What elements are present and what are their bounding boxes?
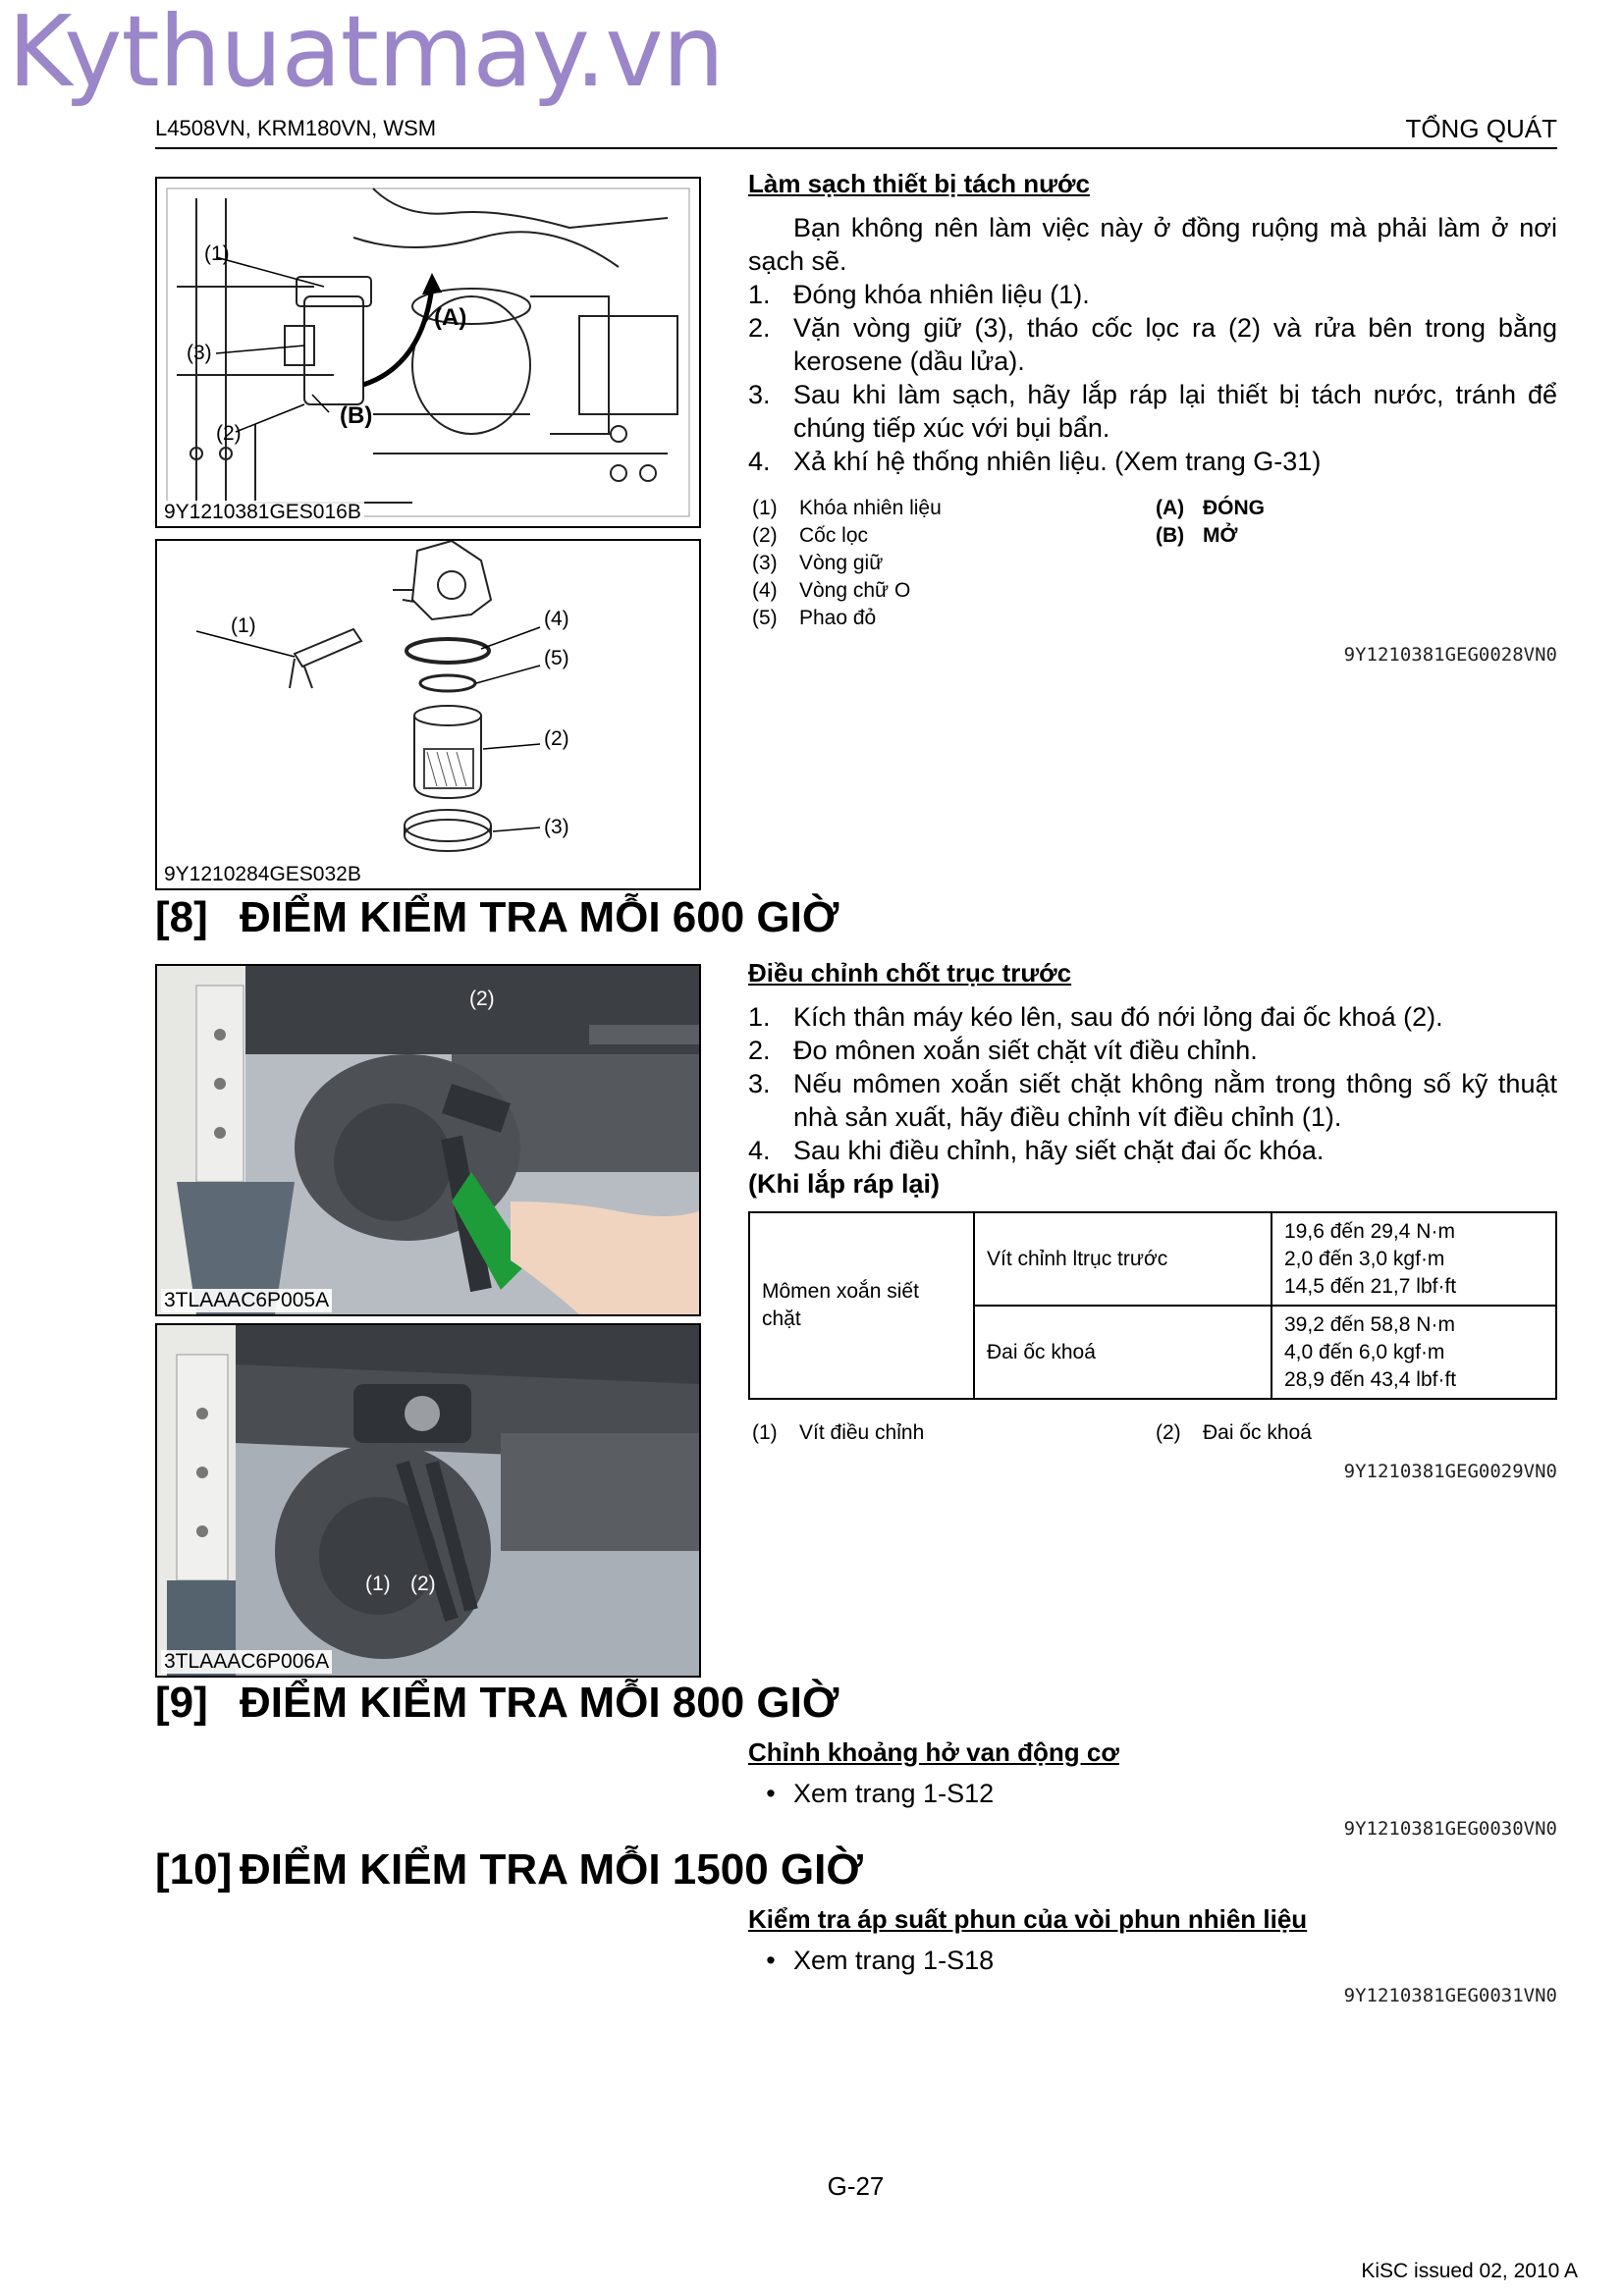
callout-3: (3)	[544, 816, 569, 838]
step: 2. Đo mônen xoắn siết chặt vít điều chỉnh.	[748, 1036, 1258, 1065]
callout-3: (3)	[187, 342, 212, 364]
legend-item: (B) MỞ	[1156, 524, 1238, 547]
table-cell-values: 19,6 đến 29,4 N·m 2,0 đến 3,0 kgf·m 14,5 đến 21,7 lbf·ft	[1271, 1212, 1556, 1306]
section-9-title	[155, 1679, 839, 1728]
figure-caption: 9Y1210381GES016B	[161, 501, 364, 524]
figure-caption: 3TLAAAC6P005A	[161, 1289, 332, 1312]
legend-kingpin-2: (2) Đai ốc khoá	[1156, 1421, 1312, 1444]
figure-caption: 3TLAAAC6P006A	[161, 1650, 332, 1674]
header-chapter: TỔNG QUÁT	[1405, 114, 1557, 143]
section-8-title	[155, 893, 839, 942]
legend-positions	[1156, 495, 1450, 550]
callout-2: (2)	[410, 1573, 436, 1595]
section-title-text: ĐIỂM KIỂM TRA MỖI 800 GIỜ	[240, 1679, 839, 1727]
reassembly-note: (Khi lắp ráp lại)	[748, 1169, 941, 1199]
valve-clearance-heading: Chỉnh khoảng hở van động cơ	[748, 1737, 1119, 1767]
kingpin-photo-2	[157, 1325, 699, 1676]
issue-note: KiSC issued 02, 2010 A	[1361, 2260, 1578, 2282]
callout-2: (2)	[544, 727, 569, 750]
cleaning-heading: Làm sạch thiết bị tách nước	[748, 169, 1090, 198]
callout-4: (4)	[544, 608, 569, 630]
section-number: [9]	[155, 1679, 208, 1727]
section-title-text: ĐIỂM KIỂM TRA MỖI 600 GIỜ	[240, 893, 839, 941]
callout-b: (B)	[340, 402, 373, 429]
photo-kingpin-jack	[155, 964, 701, 1316]
kingpin-photo-1	[157, 966, 699, 1314]
reference-code: 9Y1210381GEG0028VN0	[1343, 644, 1557, 666]
list-item: • Xem trang 1-S12	[766, 1779, 995, 1808]
step: 2. Vặn vòng giữ (3), tháo cốc lọc ra (2) và rửa bên trong bằng kerosene (dầu lửa).	[748, 313, 1557, 376]
reference-code: 9Y1210381GEG0031VN0	[1343, 1985, 1557, 2006]
reference-code: 9Y1210381GEG0029VN0	[1343, 1461, 1557, 1482]
callout-1: (1)	[365, 1573, 391, 1595]
header-model: L4508VN, KRM180VN, WSM	[155, 116, 437, 140]
exploded-drawing	[157, 541, 699, 888]
step: 4. Xả khí hệ thống nhiên liệu. (Xem trang G-31)	[748, 447, 1322, 476]
photo-kingpin-closeup	[155, 1323, 701, 1678]
legend-item: (5) Phao đỏ	[752, 607, 877, 629]
step: 4. Sau khi điều chỉnh, hãy siết chặt đai ốc khóa.	[748, 1136, 1325, 1165]
reference-code: 9Y1210381GEG0030VN0	[1343, 1818, 1557, 1840]
callout-a: (A)	[434, 304, 467, 331]
watermark-logo: Kythuatmay.vn	[8, 0, 724, 109]
page-reference: Xem trang 1-S18	[793, 1946, 995, 1975]
figure-water-separator	[155, 177, 701, 528]
kingpin-section	[748, 958, 1557, 1201]
torque-spec-table	[748, 1211, 1557, 1400]
kingpin-heading: Điều chỉnh chốt trục trước	[748, 958, 1072, 988]
injector-pressure-heading: Kiểm tra áp suất phun của vòi phun nhiên liệu	[748, 1904, 1308, 1934]
legend-parts	[752, 495, 1145, 632]
header-rule	[155, 147, 1557, 149]
step: 1. Đóng khóa nhiên liệu (1).	[748, 280, 1090, 309]
section-10-title	[155, 1845, 863, 1895]
figure-exploded-view	[155, 539, 701, 890]
section-title-text: ĐIỂM KIỂM TRA MỖI 1500 GIỜ	[240, 1845, 863, 1894]
table-cell-values: 39,2 đến 58,8 N·m 4,0 đến 6,0 kgf·m 28,9 đến 43,4 lbf·ft	[1271, 1306, 1556, 1399]
list-item: • Xem trang 1-S18	[766, 1946, 995, 1975]
section-number: [8]	[155, 893, 208, 941]
callout-5: (5)	[544, 647, 569, 669]
step: 3. Nếu mômen xoắn siết chặt không nằm trong thông số kỹ thuật nhà sản xuất, hãy điều chỉnh vít điều chỉnh (1).	[748, 1069, 1557, 1132]
callout-2: (2)	[469, 988, 495, 1010]
legend-item: (1) Khóa nhiên liệu	[752, 497, 942, 519]
page-number: G-27	[827, 2171, 885, 2201]
step: 3. Sau khi làm sạch, hãy lắp ráp lại thiết bị tách nước, tránh để chúng tiếp xúc với bụi bẩn.	[748, 380, 1557, 443]
legend-item: (2) Cốc lọc	[752, 524, 869, 547]
cleaning-section	[748, 169, 1557, 478]
table-cell-part: Vít chỉnh ltrục trước	[974, 1212, 1271, 1306]
legend-kingpin-1: (1) Vít điều chỉnh	[752, 1421, 925, 1444]
callout-2: (2)	[216, 422, 242, 445]
section-number: [10]	[155, 1845, 233, 1894]
figure-caption: 9Y1210284GES032B	[161, 863, 364, 886]
page-reference: Xem trang 1-S12	[793, 1779, 995, 1808]
legend-item: (3) Vòng giữ	[752, 552, 884, 574]
callout-1: (1)	[231, 614, 256, 637]
separator-drawing	[157, 179, 699, 526]
legend-item: (4) Vòng chữ O	[752, 579, 911, 602]
table-cell-part: Đai ốc khoá	[974, 1306, 1271, 1399]
callout-1: (1)	[204, 242, 230, 265]
legend-item: (A) ĐÓNG	[1156, 497, 1265, 519]
step: 1. Kích thân máy kéo lên, sau đó nới lỏng đai ốc khoá (2).	[748, 1002, 1443, 1032]
table-row-label: Mômen xoắn siết chặt	[749, 1212, 974, 1399]
cleaning-intro: Bạn không nên làm việc này ở đồng ruộng mà phải làm ở nơi sạch sẽ.	[748, 213, 1557, 276]
